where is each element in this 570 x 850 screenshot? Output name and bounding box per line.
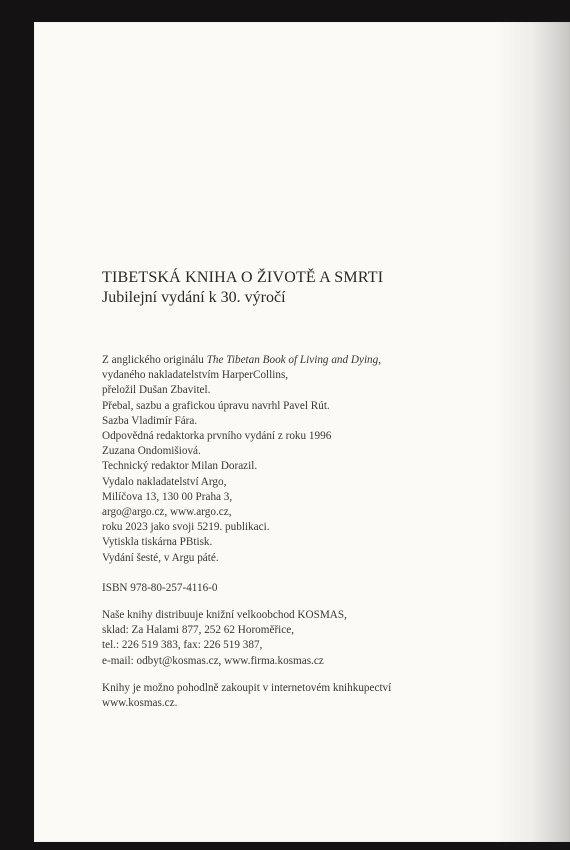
colophon-line: argo@argo.cz, www.argo.cz, [102,506,232,519]
original-line [102,353,391,368]
spacer [102,566,391,581]
spacer [102,669,391,681]
distribution-line: e-mail: odbyt@kosmas.cz, www.firma.kosmas.cz [102,654,324,667]
original-prefix: Z anglického originálu [102,354,207,366]
colophon-line: Zuzana Ondomišiová. [102,445,201,458]
colophon-line: Technický redaktor Milan Dorazil. [102,460,258,473]
isbn: ISBN 978-80-257-4116-0 [102,581,218,594]
colophon-line: Odpovědná redaktorka prvního vydání z roku 1996 [102,430,332,443]
distribution-line: Naše knihy distribuuje knižní velkoobchod KOSMAS, [102,609,347,622]
book-subtitle: Jubilejní vydání k 30. výročí [102,289,286,306]
purchase-line: www.kosmas.cz. [102,697,178,710]
distribution-line: tel.: 226 519 383, fax: 226 519 387, [102,639,263,652]
colophon-line: Vydalo nakladatelství Argo, [102,475,227,488]
colophon-line: Přebal, sazbu a grafickou úpravu navrhl Pavel Rút. [102,399,330,412]
colophon-line: Vytiskla tiskárna PBtisk. [102,536,213,549]
colophon-line: Sazba Vladimír Fára. [102,414,198,427]
book-page [34,22,570,842]
purchase-line: Knihy je možno pohodlně zakoupit v internetovém knihkupectví [102,681,392,694]
original-title: The Tibetan Book of Living and Dying [206,354,379,366]
colophon [102,353,391,711]
colophon-line: vydaného nakladatelstvím HarperCollins, [102,369,289,382]
spacer [102,596,391,608]
colophon-line: Vydání šesté, v Argu páté. [102,551,219,564]
book-title: TIBETSKÁ KNIHA O ŽIVOTĚ A SMRTI [102,269,384,286]
colophon-line: Milíčova 13, 130 00 Praha 3, [102,490,233,503]
colophon-line: roku 2023 jako svoji 5219. publikaci. [102,521,270,534]
title-block [102,268,383,308]
distribution-line: sklad: Za Halami 877, 252 62 Horoměřice, [102,624,295,637]
original-suffix: , [378,354,382,366]
colophon-line: přeložil Dušan Zbavitel. [102,384,211,397]
